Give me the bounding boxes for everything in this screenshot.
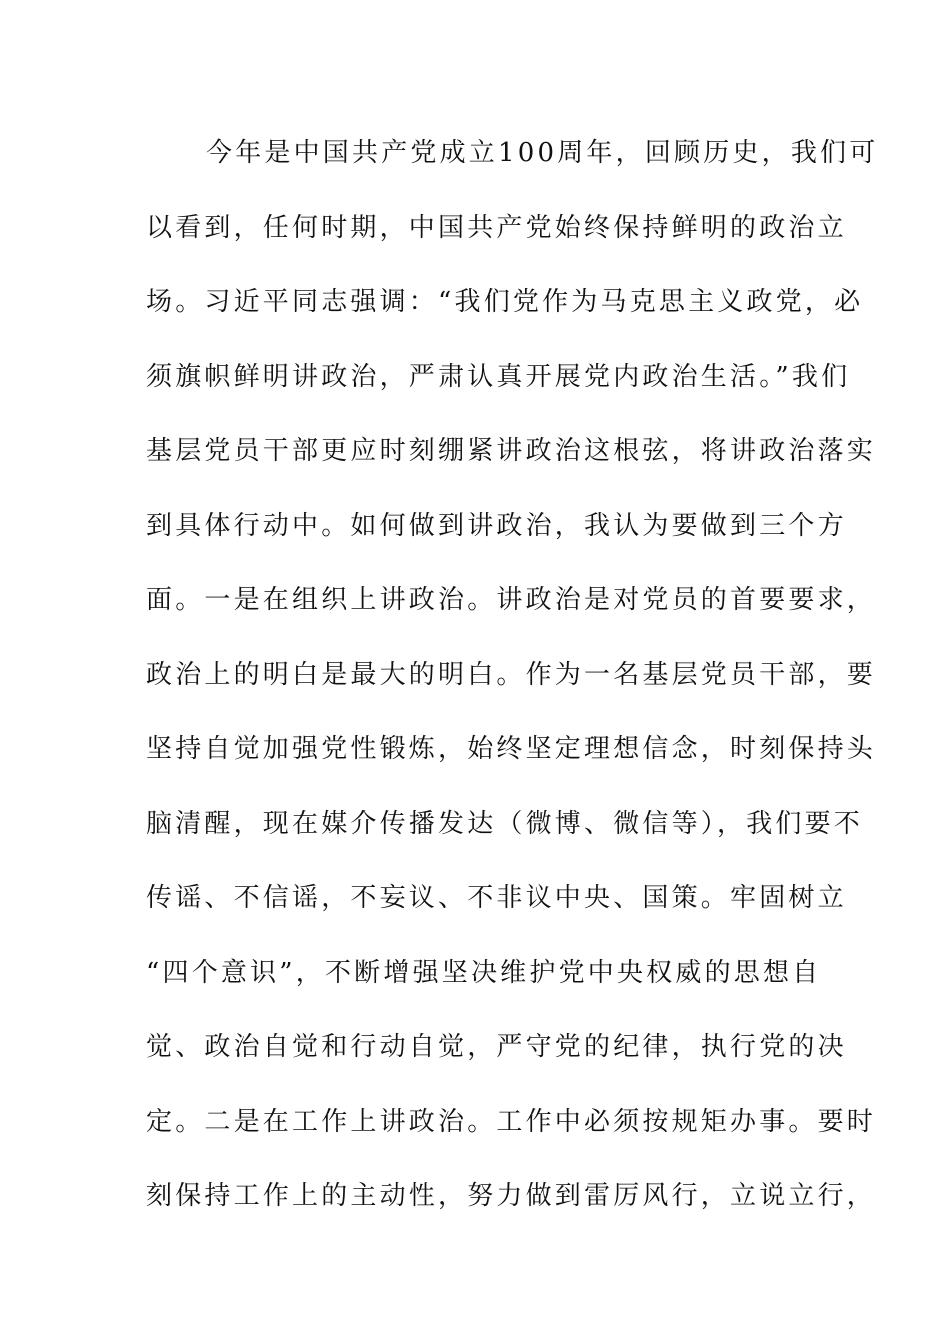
text-line: 传谣、不信谣，不妄议、不非议中央、国策。牢固树立 (146, 883, 847, 913)
body-paragraph (146, 133, 879, 1251)
text-line: 须旗帜鲜明讲政治，严肃认真开展党内政治生活。”我们 (146, 361, 851, 392)
text-line: 刻保持工作上的主动性，努力做到雷厉风行，立说立行， (146, 1181, 877, 1211)
text-line: 场。习近平同志强调：“我们党作为马克思主义政党，必 (146, 287, 864, 317)
text-line: 以看到，任何时期，中国共产党始终保持鲜明的政治立 (146, 212, 847, 243)
text-line: 坚持自觉加强党性锻炼，始终坚定理想信念，时刻保持头 (146, 734, 877, 764)
text-line: 面。一是在组织上讲政治。讲政治是对党员的首要要求， (146, 585, 877, 615)
text-line: 政治上的明白是最大的明白。作为一名基层党员干部，要 (146, 659, 877, 690)
text-line: 今年是中国共产党成立100周年，回顾历史，我们可 (206, 138, 879, 168)
text-line: 脑清醒，现在媒介传播发达（微博、微信等），我们要不 (146, 808, 864, 839)
text-line: 觉、政治自觉和行动自觉，严守党的纪律，执行党的决 (146, 1032, 847, 1062)
text-line: 到具体行动中。如何做到讲政治，我认为要做到三个方 (146, 510, 847, 541)
text-line: 定。二是在工作上讲政治。工作中必须按规矩办事。要时 (146, 1106, 877, 1137)
text-line: 基层党员干部更应时刻绷紧讲政治这根弦，将讲政治落实 (146, 436, 877, 466)
text-line: “四个意识”，不断增强坚决维护党中央权威的思想自 (146, 957, 822, 988)
